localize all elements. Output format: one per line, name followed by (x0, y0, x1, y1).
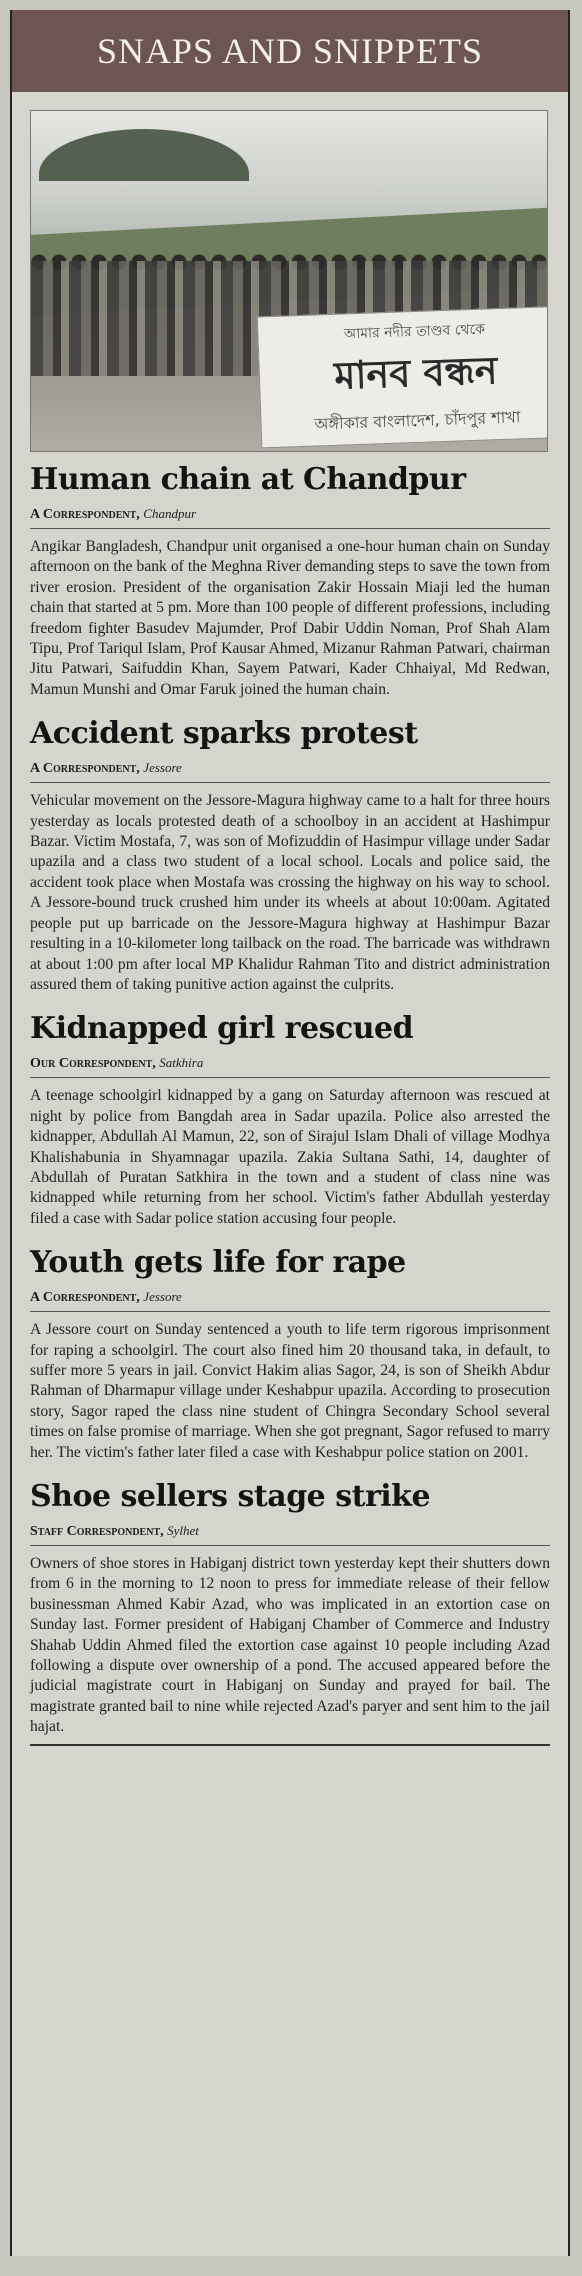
byline-author: A Correspondent, (30, 507, 140, 522)
byline (30, 1049, 550, 1078)
protest-banner-line1: আমার নদীর তাণ্ডব থেকে (343, 321, 486, 342)
protest-banner-main: মানব বন্ধন (333, 347, 499, 398)
headline: Youth gets life for rape (30, 1245, 406, 1281)
byline (30, 754, 550, 783)
story-body: Angikar Bangladesh, Chandpur unit organised a one-hour human chain on Sunday afternoon on the bank of the Meghna River demanding steps to save the town from river erosion. President of the organisation Zakir Hossain Miaji led the human chain that started at 5 pm. More than 100 people of different professions, including freedom fighter Basudev Majumder, Prof Dabir Uddin Noman, Prof Shah Alam Tipu, Prof Tariqul Islam, Prof Kausar Ahmed, Mizanur Rahman Patwari, chairman Jitu Patwari, Saifuddin Khan, Sayem Patwari, Kader Chhaiyal, Md Redwan, Mamun Munshi and Omar Faruk joined the human chain. (30, 538, 550, 698)
byline-place: Sylhet (167, 1523, 199, 1538)
news-photo (30, 110, 548, 452)
bottom-rule (30, 1744, 550, 1746)
story-shoe-strike (12, 1469, 568, 1746)
byline-author: Our Correspondent, (30, 1056, 156, 1072)
section-banner (12, 10, 568, 92)
story-kidnapped-girl (12, 1001, 568, 1229)
headline: Kidnapped girl rescued (30, 1011, 414, 1047)
byline-place: Jessore (143, 1289, 182, 1305)
byline (30, 1283, 550, 1312)
newspaper-page (10, 10, 570, 2256)
byline (30, 500, 550, 529)
story-accident-protest (12, 706, 568, 995)
story-human-chain (12, 452, 568, 700)
story-body: Vehicular movement on the Jessore-Magura highway came to a halt for three hours yesterday as locals protested death of a schoolboy in an accident at Hashimpur Bazar. Victim Mostafa, 7, was son of Mofizuddin of Hasimpur village under Sadar upazila and a class two student of a local school. Locals and police said, the accident took place when Mostafa was crossing the highway on his way to school. A Jessore-bound truck crushed him under its wheels at about 10:00am. Agitated people put up barricade on the Jessore-Magura highway at Hashimpur Bazar resulting in a 10-kilometer long tailback on the road. The barricade was withdrawn at about 1:00 pm after local MP Khalidur Rahman Tito and district administration assured them of taking punitive action against the culprits. (30, 792, 550, 993)
story-body: Owners of shoe stores in Habiganj district town yesterday kept their shutters down from 6 in the morning to 12 noon to press for immediate release of their fellow businessman Ahmed Kabir Azad, who was implicated in an extortion case on Sunday last. Former president of Habiganj Chamber of Commerce and Industry Shahab Uddin Ahmed filed the extortion case against 10 people including Azad following a dispute over ownership of a pond. The accused appeared before the judicial magistrate court in Habiganj on Sunday and prayed for bail. The magistrate granted bail to nine while rejected Azad's paryer and sent him to the jail hajat. (30, 1555, 550, 1736)
story-body: A teenage schoolgirl kidnapped by a gang on Saturday afternoon was rescued at night by police from Bangdah area in Sadar upazila. Police also arrested the kidnapper, Abdullah Al Mamun, 22, son of Sirajul Islam Dhali of village Modhya Khalishabunia in Shyamnagar upazila. Zakia Sultana Sathi, 14, daughter of Abdullah of Puratan Satkhira in the town and a student of class nine was kidnapped while returning from her school. Victim's father Abdullah yesterday filed a case with Sadar police station accusing four people. (30, 1087, 550, 1227)
byline (30, 1517, 550, 1546)
byline-author: A Correspondent, (30, 761, 140, 777)
byline-place: Jessore (143, 760, 182, 776)
protest-banner-line3: অঙ্গীকার বাংলাদেশ, চাঁদপুর শাখা (314, 406, 521, 434)
byline-author: Staff Correspondent, (30, 1524, 164, 1539)
story-body: A Jessore court on Sunday sentenced a youth to life term rigorous imprisonment for raping a schoolgirl. The court also fined him 20 thousand taka, in default, to suffer more 5 years in jail. Convict Hakim alias Sagor, 24, is son of Sheikh Abdur Rahman of Dharmapur village under Keshabpur upazila. According to prosecution story, Sagor raped the class nine student of Chingra Secondary School several times on false promise of marriage. When she got pregnant, Sagor refused to marry her. The victim's father later filed a case with Keshabpur police station on 2001. (30, 1321, 550, 1461)
byline-place: Chandpur (143, 506, 197, 521)
headline: Shoe sellers stage strike (30, 1479, 431, 1514)
section-title: SNAPS AND SNIPPETS (96, 31, 484, 71)
headline: Human chain at Chandpur (30, 462, 466, 497)
byline-place: Satkhira (159, 1055, 204, 1071)
story-youth-life-term (12, 1235, 568, 1463)
byline-author: A Correspondent, (30, 1290, 140, 1306)
protest-banner (257, 306, 548, 449)
headline: Accident sparks protest (30, 716, 418, 752)
